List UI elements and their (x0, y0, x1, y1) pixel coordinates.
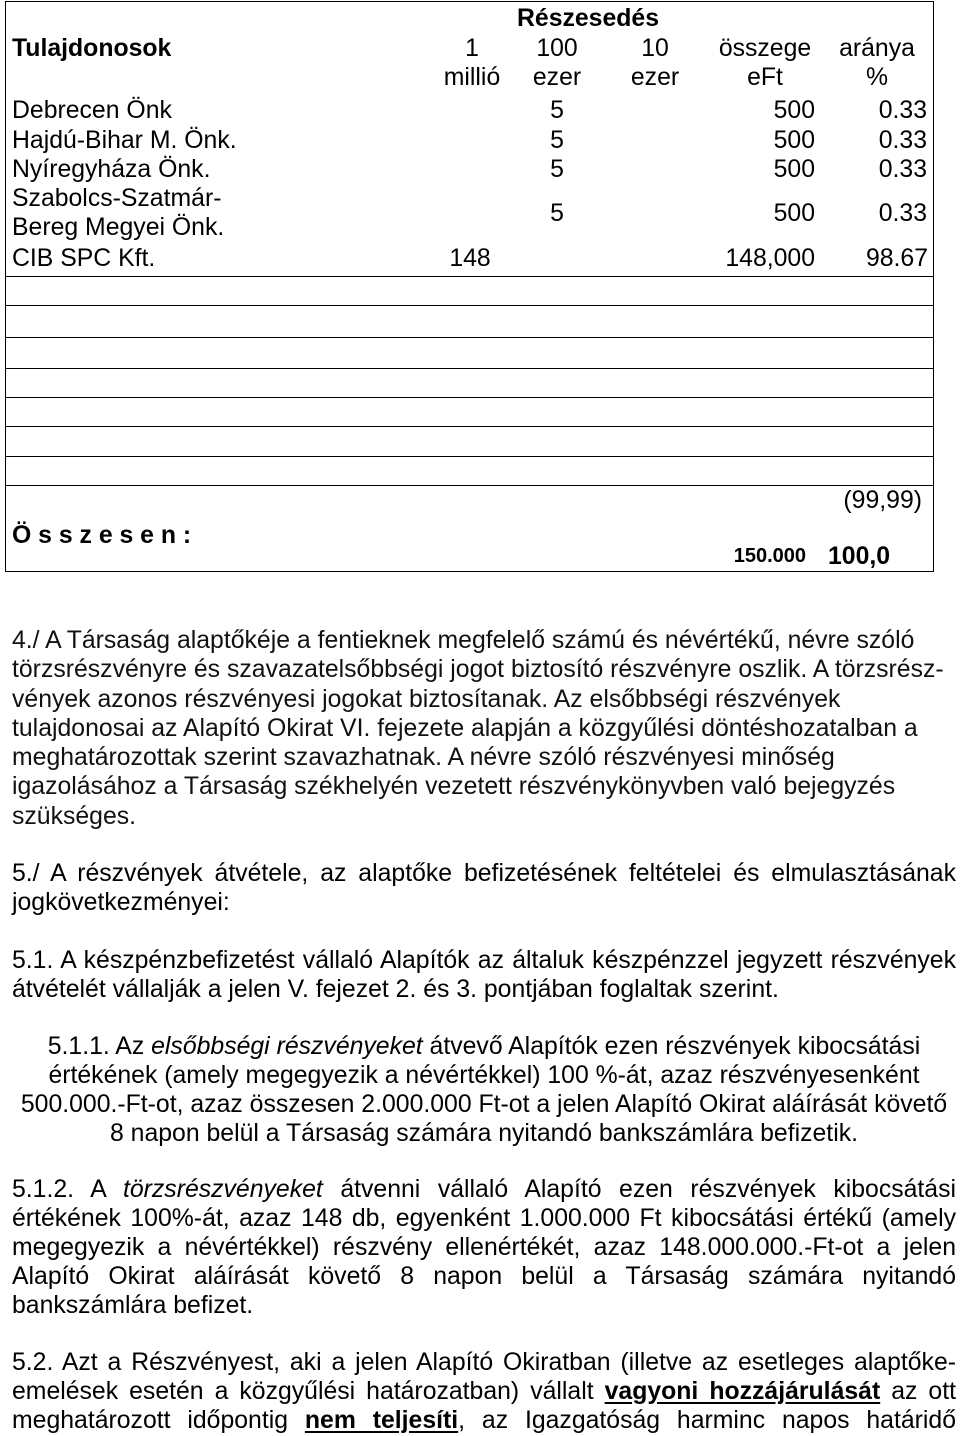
column-header-line: összege (718, 35, 812, 62)
paragraph-line: törzsrészvényre és szavazatelsőbbségi jogot biztosító részvényre oszlik. A törzsrész- (12, 656, 944, 684)
table-rule (5, 426, 934, 427)
paragraph-line (12, 1175, 956, 1204)
paragraph-line: értékének (amely megegyezik a névértékkel) 100 %-át, azaz részvényesenként (48, 1062, 920, 1089)
owner-line: Szabolcs-Szatmár- (12, 185, 222, 212)
value-cell: 5 (550, 97, 564, 124)
table-rule (5, 456, 934, 457)
value-cell: 5 (550, 156, 564, 183)
paragraph-line: 500.000.-Ft-ot, azaz összesen 2.000.000 Ft-ot a jelen Alapító Okirat aláírását követő (20, 1091, 948, 1118)
italic-run: elsőbbségi részvényeket (151, 1033, 423, 1060)
italic-run: törzsrészvényeket (122, 1176, 323, 1203)
text-run: 5.1.1. Az (47, 1033, 152, 1060)
bold-underlined-run: vagyoni hozzájárulását (604, 1378, 881, 1405)
column-header-line: % (865, 64, 889, 91)
paragraph-line: igazolásához a Társaság székhelyén vezetett részvénykönyvben való bejegyzés (12, 773, 896, 801)
value-cell: 5 (550, 127, 564, 154)
paragraph-line: Alapító Okirat aláírását követő 8 napon belül a Társaság számára nyitandó (12, 1263, 956, 1290)
ratio-cell: 0.33 (878, 97, 927, 124)
paragraph-line: 8 napon belül a Társaság számára nyitandó bankszámlára befizetik. (109, 1120, 858, 1147)
owner-cell: Nyíregyháza Önk. (12, 156, 211, 183)
table-rule (5, 368, 934, 369)
table-rule (5, 276, 934, 277)
ratio-cell: 0.33 (878, 200, 927, 227)
text-run: , az Igazgatóság harminc napos határidő (458, 1407, 956, 1434)
paragraph-line: bankszámlára befizet. (12, 1292, 254, 1319)
column-header-ten-thousand (600, 34, 710, 92)
paragraph-4 (12, 626, 956, 831)
column-header-amount (710, 34, 820, 92)
column-header-line: 100 (536, 35, 578, 62)
table-rule (5, 485, 934, 486)
paragraph-5-2 (12, 1348, 956, 1435)
value-cell: 148 (449, 245, 491, 272)
total-ratio: 100,0 (828, 543, 891, 570)
paragraph-5-1 (12, 946, 956, 1004)
table-rule (5, 337, 934, 338)
ratio-cell: 98.67 (865, 245, 928, 272)
ratio-cell: 0.33 (878, 127, 927, 154)
total-label: Ö s s z e s e n : (12, 522, 192, 549)
share-header: Részesedés (517, 5, 659, 32)
owner-cell (12, 184, 224, 242)
column-header-hundred-thousand (502, 34, 612, 92)
table-rule (5, 397, 934, 398)
amount-cell: 500 (773, 127, 815, 154)
paragraph-line: értékének 100%-át, azaz 148 db, egyenként 1.000.000 Ft kibocsátási értékű (amely (12, 1205, 956, 1232)
paragraph-5 (12, 859, 956, 917)
paragraph-line: megegyezik a névértékkel) részvény ellenértékét, azaz 148.000.000.-Ft-ot a jelen (12, 1234, 956, 1261)
amount-cell: 500 (773, 156, 815, 183)
text-run: átvevő Alapítók ezen részvények kibocsátási (422, 1033, 921, 1060)
column-header-line: eFt (747, 64, 783, 91)
column-header-line: 1 (465, 35, 479, 62)
column-header-line: aránya (839, 35, 915, 62)
paragraph-5-1-2 (12, 1175, 956, 1320)
paragraph-line: 4./ A Társaság alaptőkéje a fentieknek megfelelő számú és névértékű, névre szóló (12, 627, 915, 654)
text-run: átvenni vállaló Alapító ezen részvények kibocsátási (322, 1176, 957, 1203)
text-run: az ott (880, 1378, 956, 1405)
ratio-cell: 0.33 (878, 156, 927, 183)
column-header-line: ezer (532, 64, 582, 91)
column-header-line: ezer (630, 64, 680, 91)
paragraph-line (12, 1377, 956, 1406)
total-ratio-note: (99,99) (843, 487, 922, 514)
owner-cell: Hajdú-Bihar M. Önk. (12, 127, 237, 154)
paragraph-line (12, 1406, 956, 1435)
text-run: meghatározott időpontig (12, 1407, 305, 1434)
owners-header: Tulajdonosok (12, 35, 172, 62)
paragraph-5-1-1 (12, 1032, 956, 1148)
owner-cell: Debrecen Önk (12, 97, 172, 124)
paragraph-line: 5.1. A készpénzbefizetést vállaló Alapítók az általuk készpénzzel jegyzett részvények (12, 947, 956, 974)
bold-underlined-run: nem teljesíti (304, 1407, 459, 1434)
amount-cell: 148,000 (725, 245, 815, 272)
paragraph-line: vények azonos részvényesi jogokat biztosítanak. Az elsőbbségi részvények (12, 685, 841, 713)
column-header-ratio (822, 34, 932, 92)
text-run: 5.1.2. A (12, 1176, 123, 1203)
paragraph-line: tulajdonosai az Alapító Okirat VI. fejezete alapján a közgyűlési döntéshozatalban a (12, 714, 918, 742)
text-run: emelések esetén a közgyűlési határozatban) vállalt (12, 1378, 605, 1405)
paragraph-line: meghatározottak szerint szavazhatnak. A névre szóló részvényesi minőség (12, 744, 835, 772)
amount-cell: 500 (773, 200, 815, 227)
value-cell: 5 (550, 200, 564, 227)
paragraph-line: átvételét vállalják a jelen V. fejezet 2. és 3. pontjában foglaltak szerint. (12, 976, 779, 1003)
amount-cell: 500 (773, 97, 815, 124)
paragraph-line (12, 1032, 956, 1061)
owner-line: Bereg Megyei Önk. (12, 214, 225, 241)
owner-cell: CIB SPC Kft. (12, 245, 156, 272)
column-header-line: millió (443, 64, 501, 91)
column-header-line: 10 (641, 35, 669, 62)
paragraph-line: jogkövetkezményei: (12, 889, 230, 916)
paragraph-line: 5.2. Azt a Részvényest, aki a jelen Alapító Okiratban (illetve az esetleges alaptőke- (12, 1349, 956, 1376)
total-amount: 150.000 (733, 545, 806, 567)
table-rule (5, 305, 934, 306)
paragraph-line: 5./ A részvények átvétele, az alaptőke befizetésének feltételei és elmulasztásának (12, 860, 956, 887)
paragraph-line: szükséges. (12, 802, 137, 830)
